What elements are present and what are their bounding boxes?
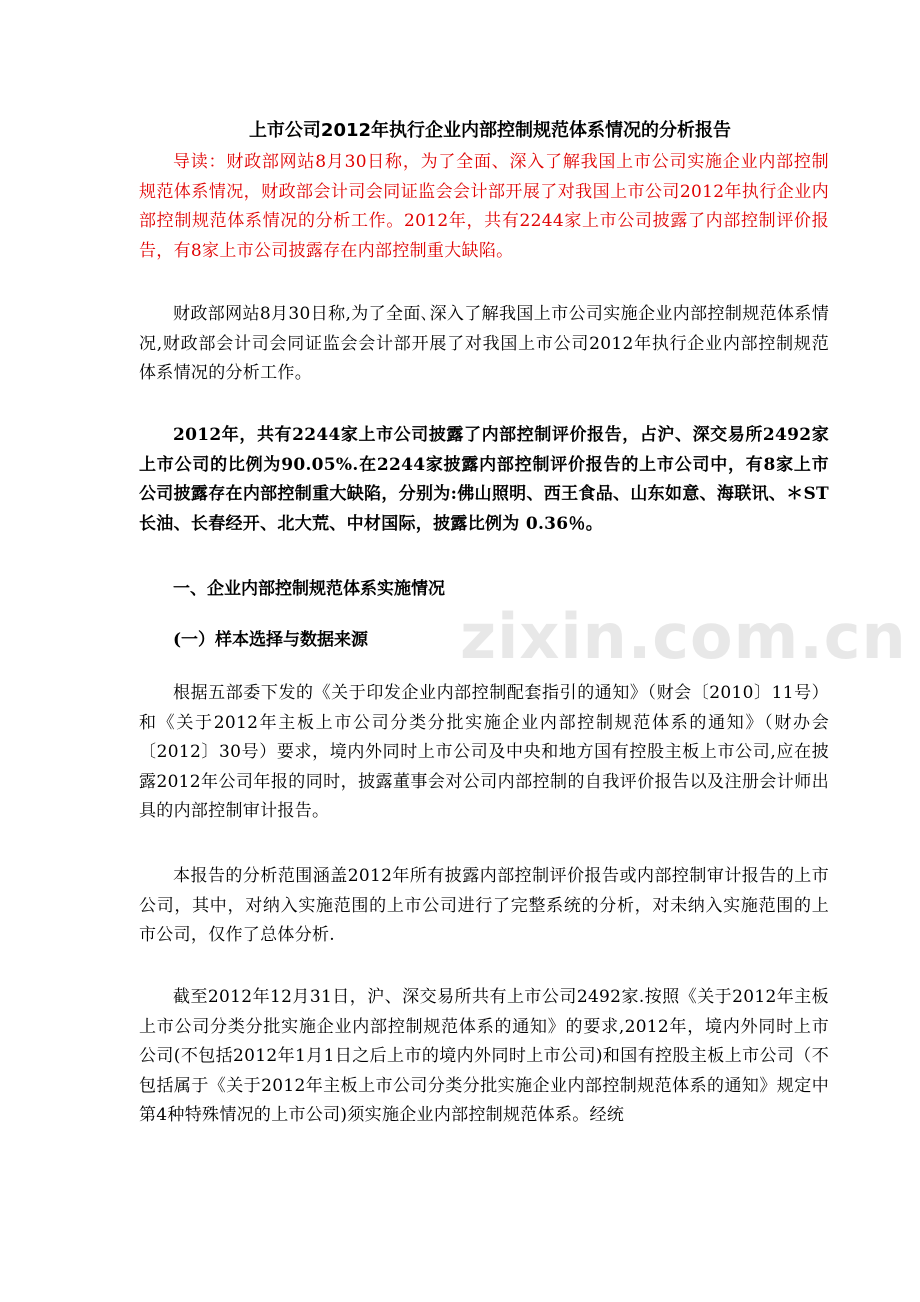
paragraph-2: 2012年，共有2244家上市公司披露了内部控制评价报告，占沪、深交易所2492家上市公司的比例为90.05%.在2244家披露内部控制评价报告的上市公司中，有8家上市公司披露存在内部控制重大缺陷，分别为:佛山照明、西王食品、山东如意、海联讯、＊ST长油、长春经开、北大荒、中材国际，披露比例为 0.36％。 xyxy=(139,425,829,534)
section-heading-1: 一、企业内部控制规范体系实施情况 xyxy=(173,579,445,599)
watermark: zixin.com.cn xyxy=(460,600,907,673)
paragraph-4: 本报告的分析范围涵盖2012年所有披露内部控制评价报告或内部控制审计报告的上市公司，其中，对纳入实施范围的上市公司进行了完整系统的分析，对未纳入实施范围的上市公司，仅作了总体分析. xyxy=(139,866,829,945)
section-heading-2: (一）样本选择与数据来源 xyxy=(173,630,369,650)
paragraph-1: 财政部网站8月30日称,为了全面､深入了解我国上市公司实施企业内部控制规范体系情况,财政部会计司会同证监会会计部开展了对我国上市公司2012年执行企业内部控制规范体系情况的分析工作。 xyxy=(139,304,829,383)
intro-paragraph: 导读：财政部网站8月30日称，为了全面、深入了解我国上市公司实施企业内部控制规范体系情况，财政部会计司会同证监会会计部开展了对我国上市公司2012年执行企业内部控制规范体系情况的分析工作。2012年，共有2244家上市公司披露了内部控制评价报告，有8家上市公司披露存在内部控制重大缺陷。 xyxy=(139,152,829,261)
paragraph-5: 截至2012年12月31日，沪、深交易所共有上市公司2492家.按照《关于2012年主板上市公司分类分批实施企业内部控制规范体系的通知》的要求,2012年，境内外同时上市公司(不包括2012年1月1日之后上市的境内外同时上市公司)和国有控股主板上市公司（不包括属于《关于2012年主板上市公司分类分批实施企业内部控制规范体系的通知》规定中第4种特殊情况的上市公司)须实施企业内部控制规范体系。经统 xyxy=(139,987,829,1125)
paragraph-3: 根据五部委下发的《关于印发企业内部控制配套指引的通知》（财会〔2010〕11号）和《关于2012年主板上市公司分类分批实施企业内部控制规范体系的通知》（财办会〔2012〕30号）要求，境内外同时上市公司及中央和地方国有控股主板上市公司,应在披露2012年公司年报的同时，披露董事会对公司内部控制的自我评价报告以及注册会计师出具的内部控制审计报告。 xyxy=(139,683,829,821)
document-title: 上市公司2012年执行企业内部控制规范体系情况的分析报告 xyxy=(248,120,732,141)
